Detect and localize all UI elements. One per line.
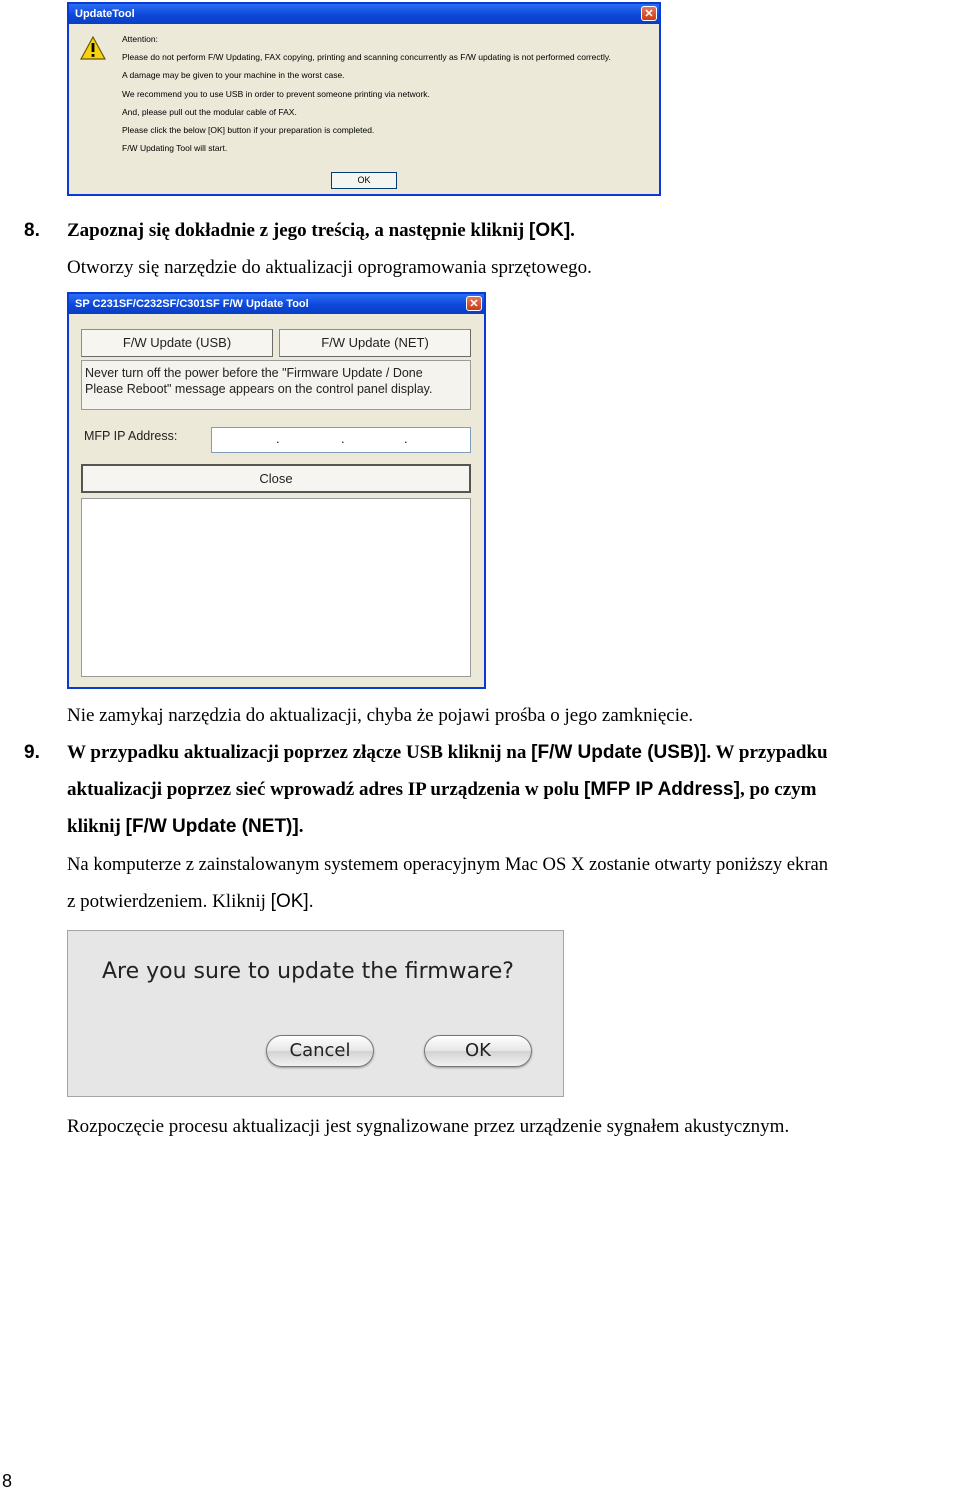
page-number: 8 — [2, 1471, 13, 1491]
attention-message — [122, 30, 611, 157]
attention-line: Attention: — [122, 34, 158, 44]
power-warning-note: Never turn off the power before the "Firmware Update / Done Please Reboot" message appears on the control panel display. — [81, 360, 471, 410]
confirm-question: Are you sure to update the firmware? — [102, 959, 514, 984]
step-8-number: 8. — [24, 220, 40, 241]
step-8-subtext: Otworzy się narzędzie do aktualizacji oprogramowania sprzętowego. — [67, 257, 592, 278]
step-9-line-1: W przypadku aktualizacji poprzez złącze USB kliknij na [F/W Update (USB)]. W przypadku — [67, 742, 828, 763]
step-8-instruction: Zapoznaj się dokładnie z jego treścią, a następnie kliknij [OK]. — [67, 220, 575, 241]
step-9-number: 9. — [24, 742, 40, 763]
close-icon[interactable]: ✕ — [641, 6, 657, 21]
ok-reference: [OK] — [529, 220, 571, 241]
log-area — [81, 498, 471, 677]
attention-line: Please do not perform F/W Updating, FAX copying, printing and scanning concurrently as F/W updating is not performed correctly. — [122, 52, 611, 63]
mac-os-note-line-2: z potwierdzeniem. Kliknij [OK]. — [67, 891, 314, 912]
attention-ok-button[interactable]: OK — [331, 172, 397, 189]
mfp-ip-input[interactable]: . . . — [211, 427, 471, 453]
step-9-line-2: aktualizacji poprzez sieć wprowadź adres IP urządzenia w polu [MFP IP Address], po czym — [67, 779, 817, 800]
mfp-ip-label: MFP IP Address: — [84, 429, 178, 443]
fw-update-usb-button[interactable]: F/W Update (USB) — [81, 329, 273, 357]
mac-os-note-line-1: Na komputerze z zainstalowanym systemem operacyjnym Mac OS X zostanie otwarty poniższy ekran — [67, 854, 829, 875]
step-8-text: Zapoznaj się dokładnie z jego treścią, a następnie kliknij — [67, 220, 530, 241]
update-tool-titlebar — [69, 294, 484, 314]
fw-update-net-reference: [F/W Update (NET)] — [125, 816, 299, 837]
warning-icon — [80, 36, 106, 60]
attention-dialog-titlebar — [69, 4, 659, 24]
attention-dialog-title: UpdateTool — [75, 8, 135, 20]
attention-dialog — [67, 2, 661, 196]
do-not-close-note: Nie zamykaj narzędzia do aktualizacji, chyba że pojawi prośba o jego zamknięcie. — [67, 705, 694, 726]
attention-line: A damage may be given to your machine in the worst case. — [122, 70, 345, 81]
step-9-line-3: kliknij [F/W Update (NET)]. — [67, 816, 304, 837]
cancel-button[interactable]: Cancel — [266, 1035, 374, 1067]
attention-line: And, please pull out the modular cable of FAX. — [122, 106, 297, 117]
close-icon[interactable]: ✕ — [466, 296, 482, 311]
attention-line: We recommend you to use USB in order to prevent someone printing via network. — [122, 88, 430, 99]
ok-reference: [OK] — [270, 891, 309, 912]
update-tool-dialog — [67, 292, 486, 689]
attention-line: Please click the below [OK] button if your preparation is completed. — [122, 125, 375, 136]
close-button[interactable]: Close — [81, 464, 471, 493]
fw-update-net-button[interactable]: F/W Update (NET) — [279, 329, 471, 357]
closing-text: Rozpoczęcie procesu aktualizacji jest sygnalizowane przez urządzenie sygnałem akustycznym. — [67, 1116, 790, 1137]
update-tool-title: SP C231SF/C232SF/C301SF F/W Update Tool — [75, 298, 309, 310]
attention-line: F/W Updating Tool will start. — [122, 143, 228, 154]
mac-confirm-dialog — [67, 930, 564, 1097]
mfp-ip-address-reference: [MFP IP Address] — [584, 779, 740, 800]
ok-button[interactable]: OK — [424, 1035, 532, 1067]
fw-update-usb-reference: [F/W Update (USB)] — [531, 742, 707, 763]
